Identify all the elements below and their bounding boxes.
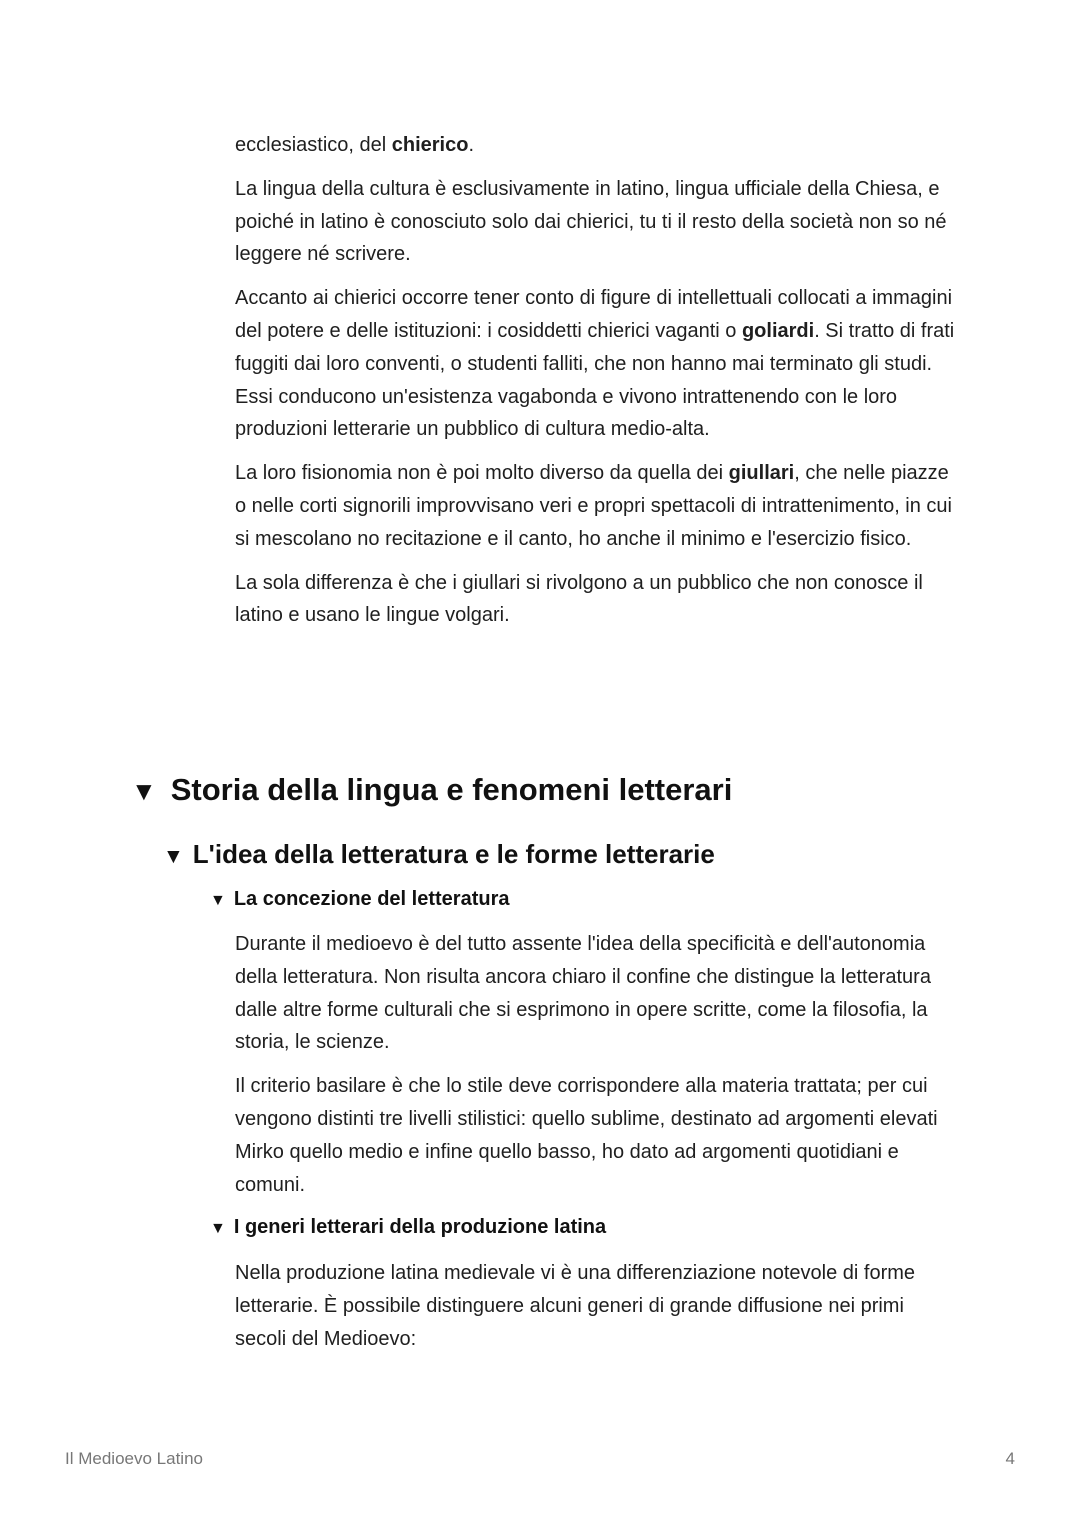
paragraph: Nella produzione latina medievale vi è una differenziazione notevole di forme letterarie. È possibile distinguere alcuni generi di grande diffusione nei primi secoli del Medioevo: [235, 1262, 916, 1350]
toggle-triangle-icon[interactable]: ▼ [131, 776, 157, 806]
section-body [235, 1257, 955, 1366]
paragraph: Il criterio basilare è che lo stile deve corrispondere alla materia trattata; per cui vengono distinti tre livelli stilistici: quello sublime, destinato ad argomenti elevati Mirko quello medio e infine quello basso, ho dato ad argomenti quotidiani e comuni. [235, 1075, 938, 1196]
paragraph: La loro fisionomia non è poi molto diverso da quella dei giullari, che nelle piazze o nelle corti signorili improvvisano veri e propri spettacoli di intrattenimento, in cui si mescolano no recitazione e il canto, ho anche il minimo e l'esercizio fisico. [235, 462, 952, 550]
heading-3-toggle[interactable] [210, 888, 509, 911]
heading-text: Storia della lingua e fenomeni letterari [170, 772, 733, 807]
heading-text: I generi letterari della produzione latina [233, 1216, 607, 1238]
paragraph: Durante il medioevo è del tutto assente l'idea della specificità e dell'autonomia della letteratura. Non risulta ancora chiaro il confine che distingue la letteratura dalle altre forme culturali che si esprimono in opere scritte, come la filosofia, la storia, le scienze. [235, 933, 931, 1054]
paragraph: La sola differenza è che i giullari si rivolgono a un pubblico che non conosce il latino e usano le lingue volgari. [235, 571, 923, 627]
toggle-triangle-icon[interactable]: ▼ [163, 845, 184, 868]
intro-text [235, 129, 955, 643]
toggle-triangle-icon[interactable]: ▼ [210, 892, 226, 909]
paragraph: ecclesiastico, del chierico. [235, 134, 475, 156]
paragraph: Accanto ai chierici occorre tener conto di figure di intellettuali collocati a immagini del potere e delle istituzioni: i cosiddetti chierici vaganti o goliardi. Si tratto di frati fuggiti dai loro conventi, o studenti falliti, che non hanno mai terminato gli studi. Essi conducono un'esistenza vagabonda e vivono intrattenendo con le loro produzioni letterarie un pubblico di cultura medio-alta. [235, 287, 955, 441]
toggle-triangle-icon[interactable]: ▼ [210, 1220, 226, 1237]
heading-1-toggle[interactable] [131, 772, 732, 808]
footer-title: Il Medioevo Latino [65, 1449, 203, 1468]
heading-text: L'idea della letteratura e le forme letterarie [192, 839, 715, 869]
page-number: 4 [1005, 1449, 1015, 1468]
heading-text: La concezione del letteratura [233, 888, 510, 910]
section-body [235, 928, 955, 1212]
heading-3-toggle[interactable] [210, 1216, 606, 1239]
paragraph: La lingua della cultura è esclusivamente in latino, lingua ufficiale della Chiesa, e poiché in latino è conosciuto solo dai chierici, tu ti il resto della società non so né leggere né scrivere. [235, 177, 947, 266]
heading-2-toggle[interactable] [163, 839, 715, 870]
